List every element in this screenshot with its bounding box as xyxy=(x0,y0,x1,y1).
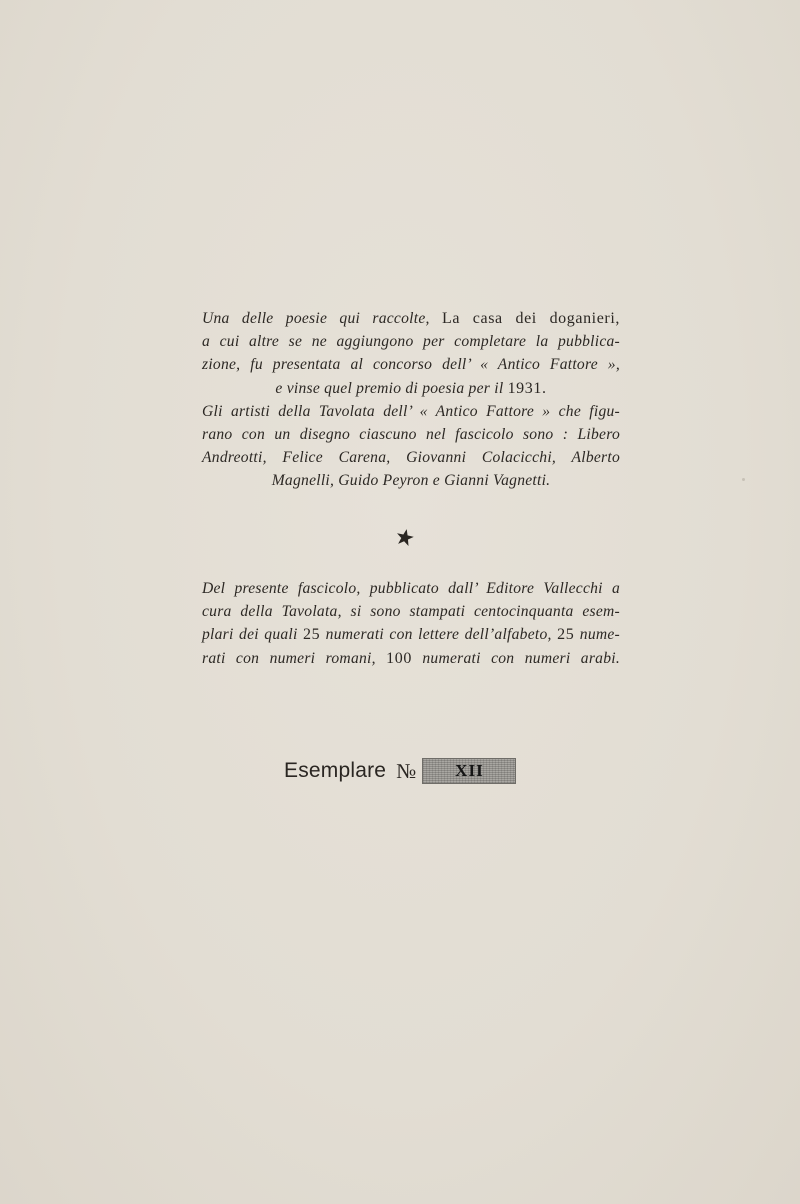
number-sign: № xyxy=(396,758,417,783)
colophon-paragraph-prize xyxy=(202,307,620,493)
count-arabic: 100 xyxy=(386,649,412,667)
text-line: zione, fu presentata al concorso dell’ « Antico Fattore », xyxy=(202,356,620,374)
text-line: plari dei quali 25 numerati con lettere dell’alfabeto, 25 nume- xyxy=(202,626,620,644)
copy-number-stamp: XII xyxy=(422,758,516,784)
colophon-paragraph-edition xyxy=(202,577,620,670)
text-line: rati con numeri romani, 100 numerati con numeri arabi. xyxy=(202,649,620,667)
copy-label: Esemplare xyxy=(284,759,387,782)
count-roman: 25 xyxy=(557,626,575,644)
copy-number xyxy=(284,758,516,784)
paper-speck xyxy=(742,478,745,481)
text-line: a cui altre se ne aggiungono per completare la pubblica- xyxy=(202,333,620,351)
text-line: Del presente fascicolo, pubblicato dall’ Editore Vallecchi a xyxy=(202,580,620,597)
poem-title: La casa dei doganieri, xyxy=(441,310,621,327)
prize-year: 1931. xyxy=(507,379,547,397)
text-line: Andreotti, Felice Carena, Giovanni Colacicchi, Alberto xyxy=(202,449,620,467)
text-line: Magnelli, Guido Peyron e Gianni Vagnetti. xyxy=(271,472,551,490)
text-line: e vinse quel premio di poesia per il 1931. xyxy=(275,379,547,397)
count-letters: 25 xyxy=(303,626,321,644)
star-icon xyxy=(396,528,414,546)
text-line: cura della Tavolata, si sono stampati centocinquanta esem- xyxy=(202,603,620,621)
text-line: Gli artisti della Tavolata dell’ « Antico Fattore » che figu- xyxy=(202,402,620,420)
text-line: Una delle poesie qui raccolte, La casa dei doganieri, xyxy=(202,310,621,327)
text-line: rano con un disegno ciascuno nel fascicolo sono : Libero xyxy=(202,426,620,444)
